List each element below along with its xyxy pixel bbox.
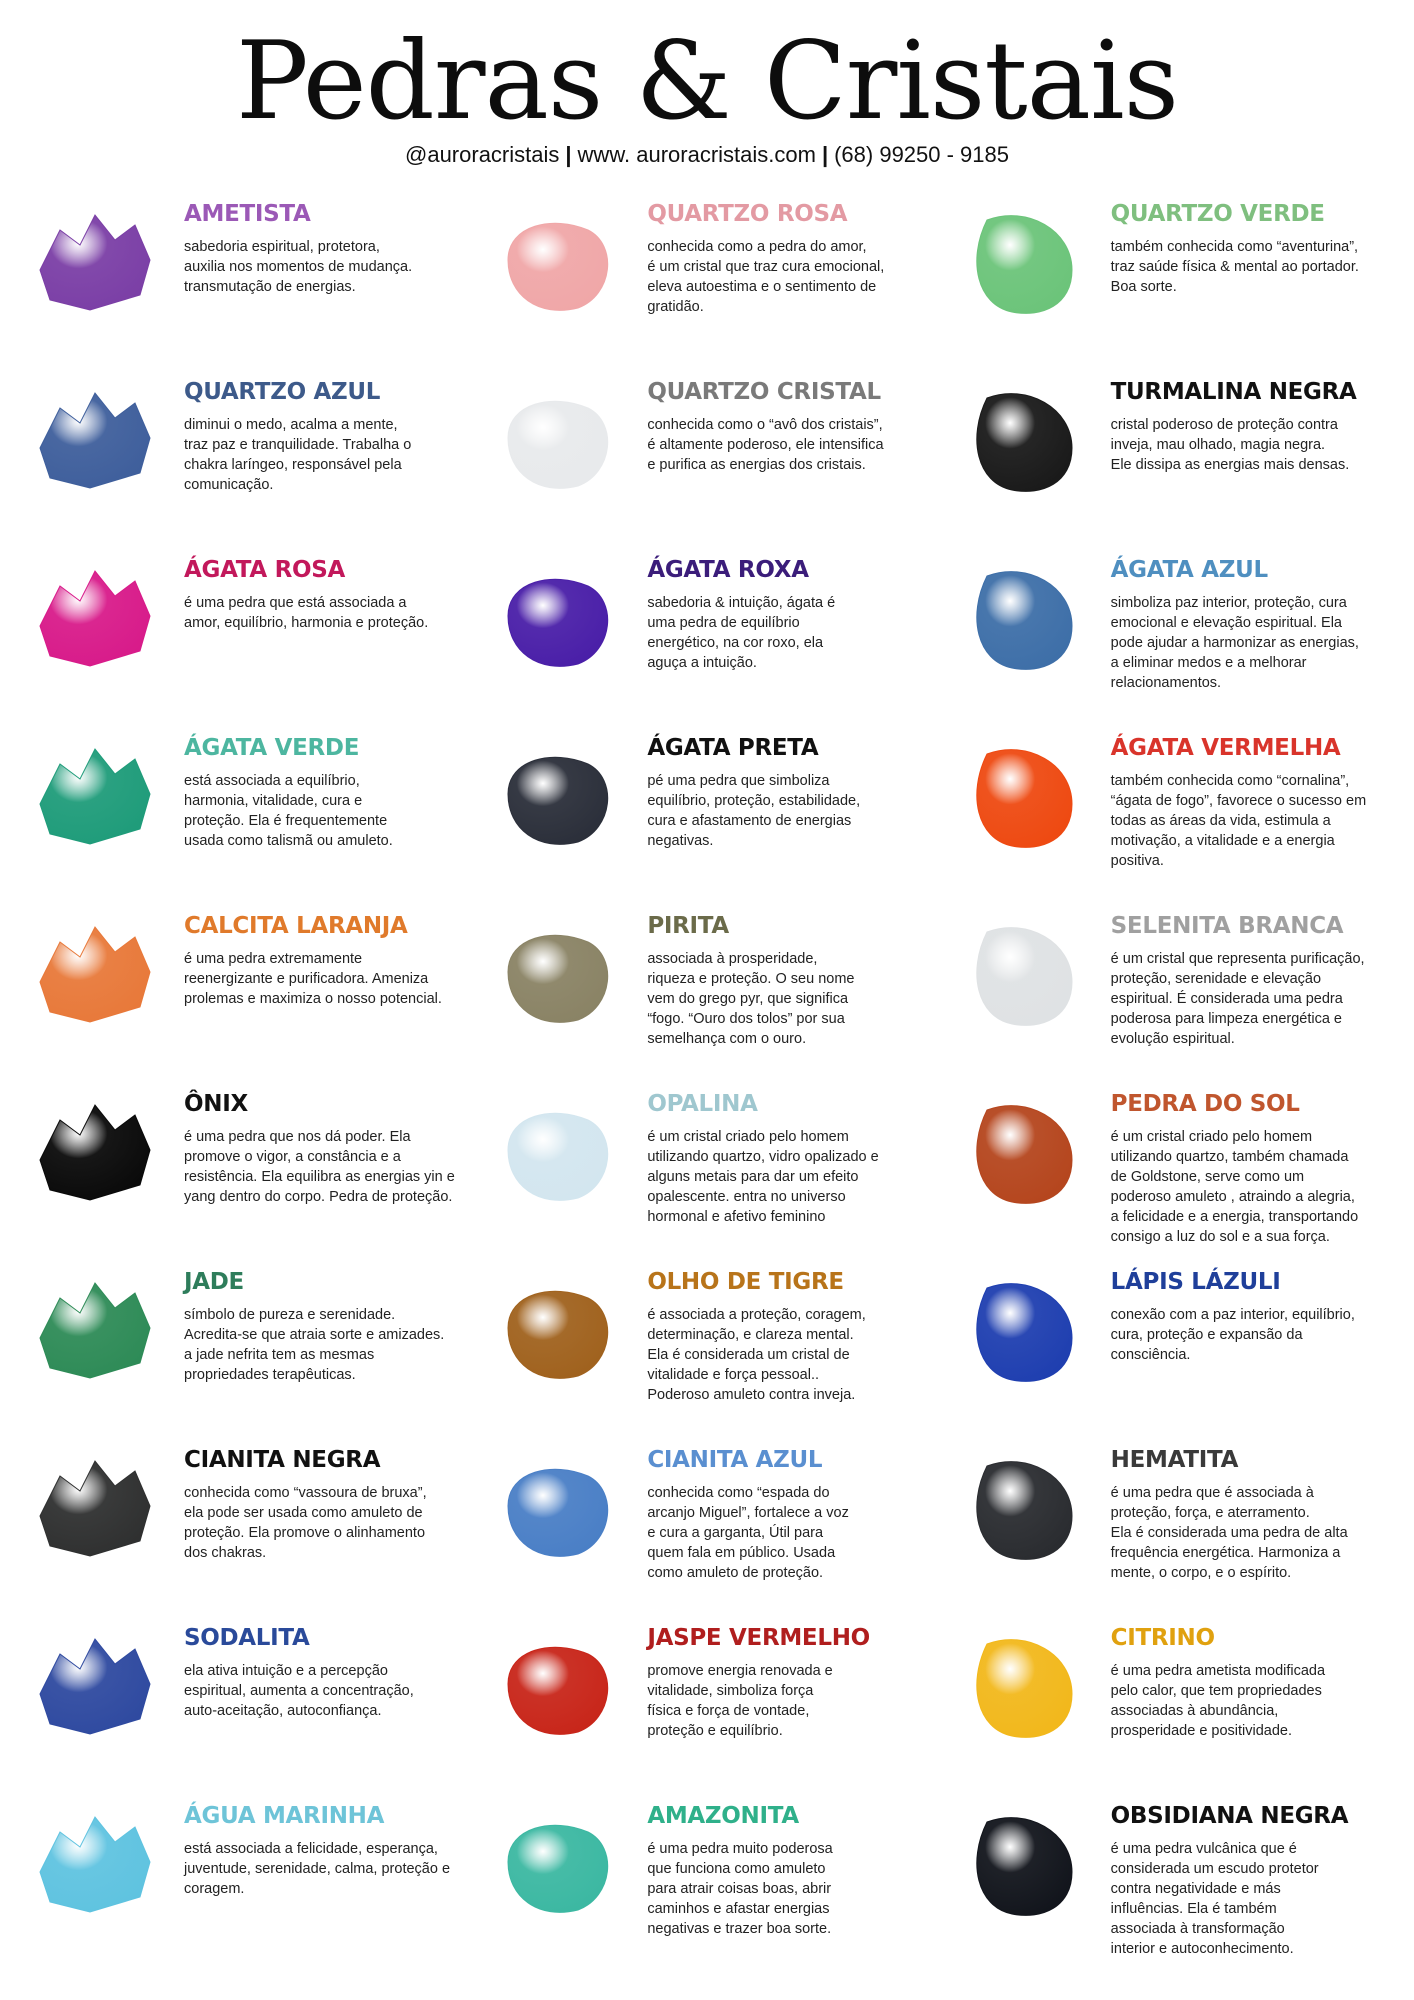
stone-name: CALCITA LARANJA bbox=[184, 913, 408, 939]
stone-name: OLHO DE TIGRE bbox=[647, 1269, 844, 1295]
stone-card bbox=[477, 1616, 940, 1794]
stone-info bbox=[1097, 196, 1398, 297]
stone-name: ÁGATA VERDE bbox=[184, 735, 360, 761]
stone-description: diminui o medo, acalma a mente, traz paz e tranquilidade. Trabalha o chakra laríngeo, responsável pela comunicação. bbox=[184, 417, 412, 494]
stone-description: é uma pedra que é associada à proteção, força, e aterramento. Ela é considerada uma pedra de alta frequência energética. Harmoniza a mente, o corpo, e o espírito. bbox=[1110, 1485, 1348, 1582]
stone-card bbox=[941, 1438, 1404, 1616]
stone-name: ÁGUA MARINHA bbox=[184, 1803, 385, 1829]
stone-info bbox=[170, 908, 471, 1009]
red-agate-image bbox=[947, 730, 1097, 862]
page-title: Pedras & Cristais bbox=[235, 19, 1179, 144]
stone-info bbox=[633, 1442, 934, 1583]
clear-quartz-image bbox=[483, 374, 633, 506]
stone-card bbox=[14, 1794, 477, 1972]
stone-info bbox=[633, 1264, 934, 1405]
white-selenite-image bbox=[947, 908, 1097, 1040]
stone-info bbox=[170, 1086, 471, 1207]
stone-description: cristal poderoso de proteção contra inveja, mau olhado, magia negra. Ele dissipa as energias mais densas. bbox=[1110, 417, 1350, 474]
stone-description: pé uma pedra que simboliza equilíbrio, proteção, estabilidade, cura e afastamento de energias negativas. bbox=[647, 773, 861, 850]
separator: | bbox=[821, 142, 829, 167]
stone-name: QUARTZO ROSA bbox=[647, 201, 848, 227]
jade-image bbox=[20, 1264, 170, 1396]
stone-grid bbox=[14, 192, 1404, 1972]
stone-info bbox=[633, 196, 934, 317]
stone-card bbox=[941, 1616, 1404, 1794]
stone-description: conexão com a paz interior, equilíbrio, cura, proteção e expansão da consciência. bbox=[1110, 1307, 1355, 1364]
amethyst-cluster-image bbox=[20, 196, 170, 328]
stone-card bbox=[14, 1438, 477, 1616]
stone-card bbox=[14, 1616, 477, 1794]
website-text: www. auroracristais.com bbox=[577, 142, 816, 167]
stone-name: ÁGATA AZUL bbox=[1110, 557, 1268, 583]
stone-description: está associada a felicidade, esperança, juventude, serenidade, calma, proteção e coragem. bbox=[184, 1841, 451, 1898]
stone-name: ÁGATA PRETA bbox=[647, 735, 819, 761]
stone-info bbox=[1097, 374, 1398, 475]
stone-info bbox=[170, 1798, 471, 1899]
stone-description: é um cristal criado pelo homem utilizando quartzo, também chamada de Goldstone, serve como um poderoso amuleto , atraindo a alegria, a felicidade e a energia, transportando consigo a luz do sol e a sua força. bbox=[1110, 1129, 1359, 1246]
stone-card bbox=[14, 192, 477, 370]
instagram-handle: @auroracristais bbox=[405, 142, 560, 167]
stone-card bbox=[477, 726, 940, 904]
hematite-image bbox=[947, 1442, 1097, 1574]
onyx-image bbox=[20, 1086, 170, 1218]
stone-card bbox=[941, 1794, 1404, 1972]
stone-card bbox=[477, 1082, 940, 1260]
stone-description: é uma pedra muito poderosa que funciona como amuleto para atrair coisas boas, abrir caminhos e afastar energias negativas e trazer boa sorte. bbox=[647, 1841, 833, 1938]
stone-info bbox=[1097, 1086, 1398, 1247]
black-agate-image bbox=[483, 730, 633, 862]
stone-card bbox=[477, 904, 940, 1082]
stone-description: é uma pedra vulcânica que é considerada um escudo protetor contra negatividade e más influências. Ela é também associada à transformação interior e autoconhecimento. bbox=[1110, 1841, 1319, 1958]
stone-description: é um cristal que representa purificação, proteção, serenidade e elevação espiritual. É considerada uma pedra poderosa para limpeza energética e evolução espiritual. bbox=[1110, 951, 1365, 1048]
stone-card bbox=[941, 1260, 1404, 1438]
stone-description: promove energia renovada e vitalidade, simboliza força física e força de vontade, proteção e equilíbrio. bbox=[647, 1663, 833, 1740]
stone-description: está associada a equilíbrio, harmonia, vitalidade, cura e proteção. Ela é frequentemente usada como talismã ou amuleto. bbox=[184, 773, 393, 850]
stone-name: JADE bbox=[184, 1269, 244, 1295]
citrine-image bbox=[947, 1620, 1097, 1752]
stone-name: HEMATITA bbox=[1110, 1447, 1239, 1473]
stone-info bbox=[1097, 552, 1398, 693]
purple-agate-image bbox=[483, 552, 633, 684]
stone-info bbox=[633, 730, 934, 851]
stone-name: SELENITA BRANCA bbox=[1110, 913, 1344, 939]
stone-card bbox=[477, 1794, 940, 1972]
stone-info bbox=[633, 1620, 934, 1741]
stone-card bbox=[14, 548, 477, 726]
green-agate-image bbox=[20, 730, 170, 862]
stone-name: CITRINO bbox=[1110, 1625, 1215, 1651]
stone-info bbox=[633, 1086, 934, 1227]
stone-description: conhecida como “espada do arcanjo Miguel”, fortalece a voz e cura a garganta, Útil para quem fala em público. Usada como amuleto de proteção. bbox=[647, 1485, 849, 1582]
stone-card bbox=[14, 370, 477, 548]
rose-quartz-image bbox=[483, 196, 633, 328]
pink-agate-image bbox=[20, 552, 170, 684]
stone-description: também conhecida como “aventurina”, traz saúde física & mental ao portador. Boa sorte. bbox=[1110, 239, 1359, 296]
stone-name: PIRITA bbox=[647, 913, 729, 939]
stone-info bbox=[170, 1442, 471, 1563]
stone-description: associada à prosperidade, riqueza e proteção. O seu nome vem do grego pyr, que significa “fogo. “Ouro dos tolos” por sua semelhança com o ouro. bbox=[647, 951, 855, 1048]
stone-name: PEDRA DO SOL bbox=[1110, 1091, 1300, 1117]
stone-card bbox=[14, 1082, 477, 1260]
stone-info bbox=[633, 908, 934, 1049]
stone-name: ÔNIX bbox=[184, 1091, 248, 1117]
stone-name: AMAZONITA bbox=[647, 1803, 799, 1829]
stone-name: OPALINA bbox=[647, 1091, 758, 1117]
stone-info bbox=[1097, 908, 1398, 1049]
stone-description: conhecida como a pedra do amor, é um cristal que traz cura emocional, eleva autoestima e o sentimento de gratidão. bbox=[647, 239, 885, 316]
blue-agate-image bbox=[947, 552, 1097, 684]
tigers-eye-image bbox=[483, 1264, 633, 1396]
stone-info bbox=[1097, 1620, 1398, 1741]
stone-card bbox=[14, 904, 477, 1082]
stone-info bbox=[1097, 1264, 1398, 1365]
stone-description: é um cristal criado pelo homem utilizando quartzo, vidro opalizado e alguns metais para dar um efeito opalescente. entra no universo hormonal e afetivo feminino bbox=[647, 1129, 879, 1226]
stone-description: ela ativa intuição e a percepção espiritual, aumenta a concentração, auto-aceitação, autoconfiança. bbox=[184, 1663, 414, 1720]
stone-name: CIANITA NEGRA bbox=[184, 1447, 381, 1473]
sodalite-image bbox=[20, 1620, 170, 1752]
separator: | bbox=[565, 142, 572, 167]
stone-description: símbolo de pureza e serenidade. Acredita-se que atraia sorte e amizades. a jade nefrita tem as mesmas propriedades terapêuticas. bbox=[184, 1307, 445, 1384]
black-tourmaline-image bbox=[947, 374, 1097, 506]
stone-card bbox=[941, 1082, 1404, 1260]
stone-card bbox=[477, 548, 940, 726]
amazonite-image bbox=[483, 1798, 633, 1930]
stone-name: SODALITA bbox=[184, 1625, 310, 1651]
blue-quartz-image bbox=[20, 374, 170, 506]
stone-description: é uma pedra extremamente reenergizante e purificadora. Ameniza prolemas e maximiza o nosso potencial. bbox=[184, 951, 442, 1008]
stone-info bbox=[1097, 1442, 1398, 1583]
stone-info bbox=[170, 552, 471, 633]
stone-description: é uma pedra que está associada a amor, equilíbrio, harmonia e proteção. bbox=[184, 595, 429, 632]
stone-name: LÁPIS LÁZULI bbox=[1110, 1269, 1281, 1295]
blue-kyanite-image bbox=[483, 1442, 633, 1574]
stone-name: ÁGATA ROXA bbox=[647, 557, 809, 583]
lapis-lazuli-image bbox=[947, 1264, 1097, 1396]
stone-name: OBSIDIANA NEGRA bbox=[1110, 1803, 1349, 1829]
stone-card bbox=[941, 726, 1404, 904]
stone-description: conhecida como “vassoura de bruxa”, ela pode ser usada como amuleto de proteção. Ela promove o alinhamento dos chakras. bbox=[184, 1485, 427, 1562]
red-jasper-image bbox=[483, 1620, 633, 1752]
stone-card bbox=[941, 548, 1404, 726]
stone-info bbox=[170, 730, 471, 851]
stone-name: QUARTZO AZUL bbox=[184, 379, 381, 405]
stone-name: TURMALINA NEGRA bbox=[1110, 379, 1357, 405]
contact-line bbox=[0, 142, 1414, 168]
green-quartz-image bbox=[947, 196, 1097, 328]
stone-description: é uma pedra ametista modificada pelo calor, que tem propriedades associadas à abundância, prosperidade e positividade. bbox=[1110, 1663, 1326, 1740]
stone-card bbox=[941, 904, 1404, 1082]
stone-card bbox=[941, 192, 1404, 370]
stone-description: também conhecida como “cornalina”, “ágata de fogo”, favorece o sucesso em todas as áreas da vida, estimula a motivação, a vitalidade e a energia positiva. bbox=[1110, 773, 1367, 870]
stone-info bbox=[170, 1620, 471, 1721]
stone-name: CIANITA AZUL bbox=[647, 1447, 823, 1473]
stone-card bbox=[477, 192, 940, 370]
stone-description: conhecida como o “avô dos cristais”, é altamente poderoso, ele intensifica e purifica as energias dos cristais. bbox=[647, 417, 884, 474]
stone-description: sabedoria & intuição, ágata é uma pedra de equilíbrio energético, na cor roxo, ela aguça a intuição. bbox=[647, 595, 836, 672]
stone-name: JASPE VERMELHO bbox=[647, 1625, 870, 1651]
stone-name: QUARTZO VERDE bbox=[1110, 201, 1325, 227]
opalite-image bbox=[483, 1086, 633, 1218]
stone-info bbox=[1097, 1798, 1398, 1959]
stone-info bbox=[170, 1264, 471, 1385]
stone-card bbox=[14, 1260, 477, 1438]
stone-description: sabedoria espiritual, protetora, auxilia nos momentos de mudança. transmutação de energias. bbox=[184, 239, 413, 296]
sunstone-image bbox=[947, 1086, 1097, 1218]
stone-description: é uma pedra que nos dá poder. Ela promove o vigor, a constância e a resistência. Ela equilibra as energias yin e yang dentro do corpo. Pedra de proteção. bbox=[184, 1129, 455, 1206]
stone-description: é associada a proteção, coragem, determinação, e clareza mental. Ela é considerada um cristal de vitalidade e força pessoal.. Poderoso amuleto contra inveja. bbox=[647, 1307, 866, 1404]
orange-calcite-image bbox=[20, 908, 170, 1040]
stone-name: ÁGATA VERMELHA bbox=[1110, 735, 1341, 761]
phone-number: (68) 99250 - 9185 bbox=[834, 142, 1009, 167]
stone-info bbox=[1097, 730, 1398, 871]
stone-info bbox=[633, 1798, 934, 1939]
stone-name: QUARTZO CRISTAL bbox=[647, 379, 881, 405]
black-kyanite-image bbox=[20, 1442, 170, 1574]
stone-info bbox=[170, 196, 471, 297]
stone-card bbox=[477, 370, 940, 548]
stone-description: simboliza paz interior, proteção, cura emocional e elevação espiritual. Ela pode ajudar a harmonizar as energias, a eliminar medos e a melhorar relacionamentos. bbox=[1110, 595, 1359, 692]
stone-info bbox=[633, 374, 934, 475]
stone-info bbox=[633, 552, 934, 673]
black-obsidian-image bbox=[947, 1798, 1097, 1930]
stone-card bbox=[477, 1260, 940, 1438]
aquamarine-image bbox=[20, 1798, 170, 1930]
stone-card bbox=[477, 1438, 940, 1616]
stone-card bbox=[941, 370, 1404, 548]
stone-name: AMETISTA bbox=[184, 201, 311, 227]
pyrite-image bbox=[483, 908, 633, 1040]
stone-info bbox=[170, 374, 471, 495]
stone-name: ÁGATA ROSA bbox=[184, 557, 346, 583]
stone-card bbox=[14, 726, 477, 904]
